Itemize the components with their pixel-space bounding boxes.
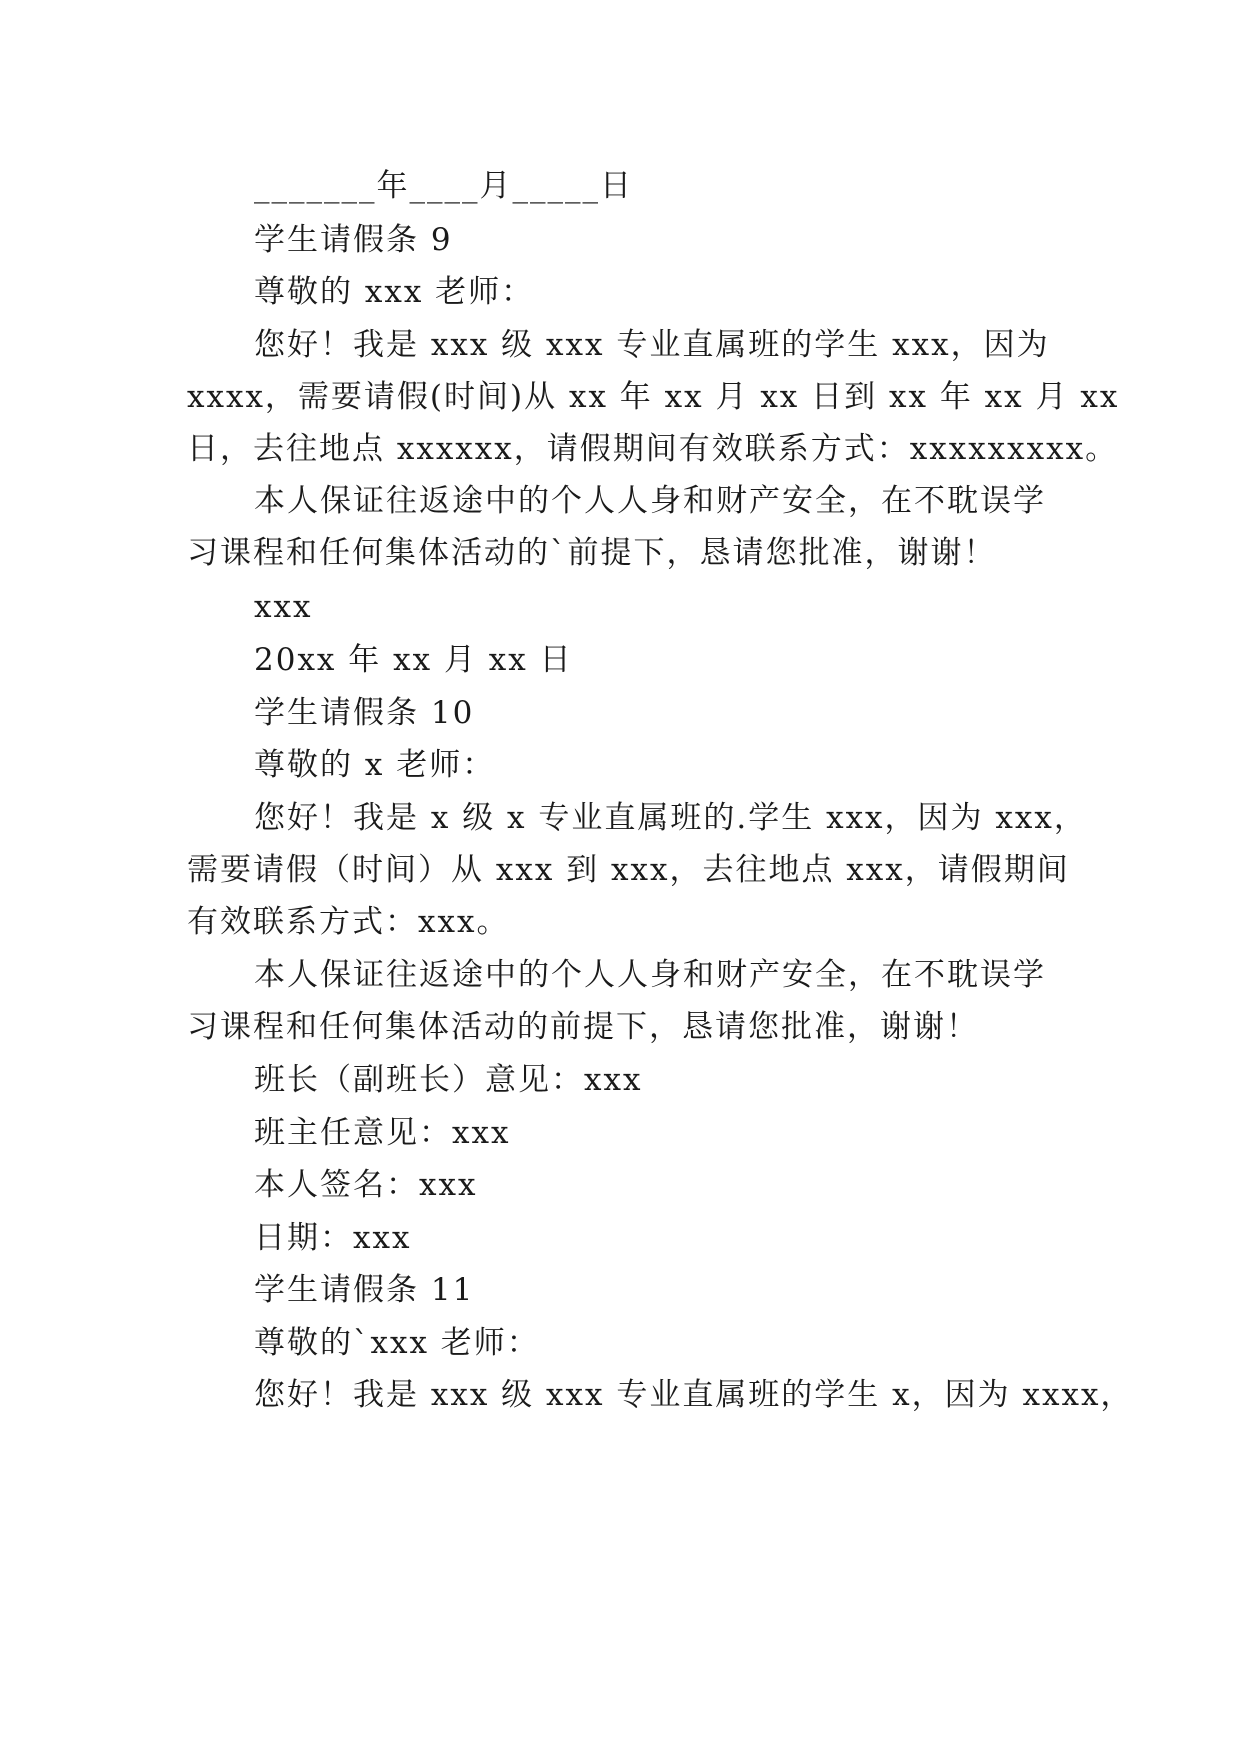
note10-para1-line1: 您好！我是 x 级 x 专业直属班的.学生 xxx，因为 xxx， xyxy=(254,800,1087,836)
note9-para1-line3: 日，去往地点 xxxxxx，请假期间有效联系方式：xxxxxxxxx。 xyxy=(187,431,1119,467)
note10-para2-line2: 习课程和任何集体活动的前提下，恳请您批准，谢谢！ xyxy=(187,1009,979,1045)
note11-salutation: 尊敬的`xxx 老师： xyxy=(254,1325,540,1361)
note10-signature: 本人签名：xxx xyxy=(254,1167,478,1203)
note9-salutation: 尊敬的 xxx 老师： xyxy=(254,274,535,310)
note10-head-teacher-opinion: 班主任意见：xxx xyxy=(254,1115,511,1151)
note10-monitor-opinion: 班长（副班长）意见：xxx xyxy=(254,1062,643,1098)
note10-para1-line3: 有效联系方式：xxx。 xyxy=(187,904,510,940)
note10-para2-line1: 本人保证往返途中的个人人身和财产安全，在不耽误学 xyxy=(254,957,1046,993)
date-blank-line: _______年____月_____日 xyxy=(254,168,633,204)
note9-signature: xxx xyxy=(254,589,313,625)
note9-title: 学生请假条 9 xyxy=(254,222,453,258)
note10-para1-line2: 需要请假（时间）从 xxx 到 xxx，去往地点 xxx，请假期间 xyxy=(187,852,1070,888)
note9-para2-line2: 习课程和任何集体活动的`前提下，恳请您批准，谢谢！ xyxy=(187,535,997,571)
note11-title: 学生请假条 11 xyxy=(254,1272,475,1308)
note9-date: 20xx 年 xx 月 xx 日 xyxy=(254,642,573,678)
note10-salutation: 尊敬的 x 老师： xyxy=(254,747,496,783)
note9-para1-line2: xxxx，需要请假(时间)从 xx 年 xx 月 xx 日到 xx 年 xx 月 xx xyxy=(187,379,1120,415)
note11-para1-line1: 您好！我是 xxx 级 xxx 专业直属班的学生 x，因为 xxxx， xyxy=(254,1377,1134,1413)
note10-date: 日期：xxx xyxy=(254,1220,412,1256)
note10-title: 学生请假条 10 xyxy=(254,695,475,731)
note9-para1-line1: 您好！我是 xxx 级 xxx 专业直属班的学生 xxx，因为 xyxy=(254,327,1050,363)
note9-para2-line1: 本人保证往返途中的个人人身和财产安全，在不耽误学 xyxy=(254,483,1046,519)
